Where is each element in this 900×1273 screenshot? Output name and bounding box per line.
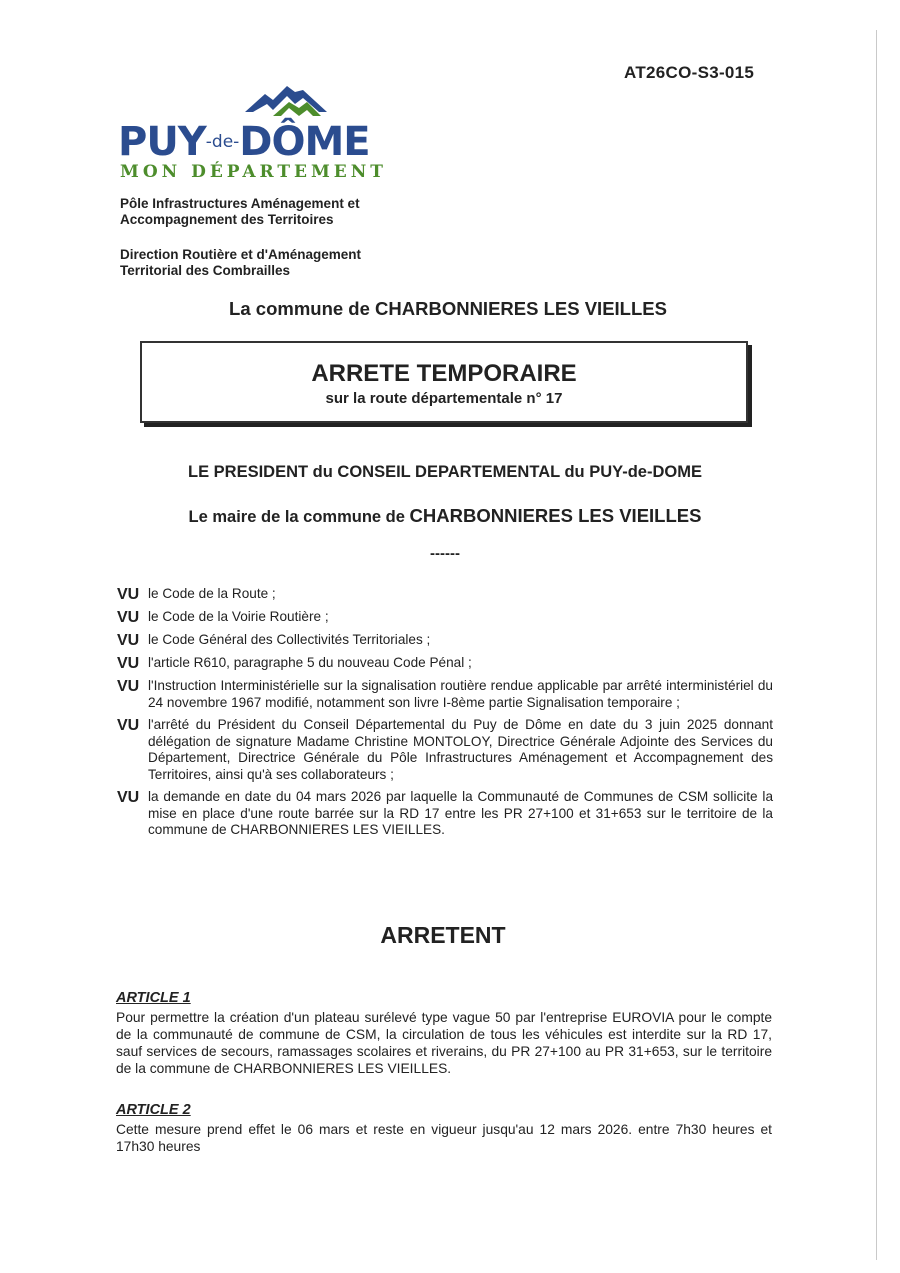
visa-item: VU l'Instruction Interministérielle sur la signalisation routière rendue applicable par arrêté interministériel du 24 novembre 1967 modifié, notamment son livre I-8ème partie Signalisation temporaire ; [117,678,773,710]
document-subtitle: sur la route départementale n° 17 [325,390,563,407]
title-box [140,341,748,423]
article-1 [116,990,772,1077]
visa-item: VU l'article R610, paragraphe 5 du nouveau Code Pénal ; [117,655,472,672]
separator: ------ [430,545,460,562]
logo-subtitle: MON DÉPARTEMENT [120,162,387,182]
visas-list [117,586,773,845]
direction-service: Direction Routière et d'Aménagement Territorial des Combrailles [120,247,362,278]
document-reference: AT26CO-S3-015 [624,63,755,82]
document-title: ARRETE TEMPORAIRE [311,360,577,387]
visa-item: VU l'arrêté du Président du Conseil Départemental du Puy de Dôme en date du 3 juin 2025 donnant délégation de signature Madame Christine MONTOLOY, Directrice Générale Adjointe des Services du Département, Directrice Générale du Pôle Infrastructures Aménagement et Accompagnement des Territoires, ainsi qu'à ses collaborateurs ; [117,717,773,782]
pole-service: Pôle Infrastructures Aménagement et Accompagnement des Territoires [120,196,360,227]
article-title: ARTICLE 2 [116,1102,191,1118]
logo-wordmark: $PUY^{-de-}DÔME$ [118,119,370,165]
president-heading: LE PRESIDENT du CONSEIL DEPARTEMENTAL du PUY-de-DOME [188,463,702,481]
arretent-heading: ARRETENT [380,922,506,948]
visa-item: VU la demande en date du 04 mars 2026 par laquelle la Communauté de Communes de CSM sollicite la mise en place d'une route barrée sur la RD 17 entre les PR 27+100 et 31+653 sur le territoire de la commune de CHARBONNIERES LES VIEILLES. [117,789,773,837]
visa-item: VU le Code de la Route ; [117,586,276,603]
commune-heading: La commune de CHARBONNIERES LES VIEILLES [229,298,667,319]
article-2 [116,1102,772,1155]
puy-de-dome-logo [118,82,388,187]
article-title: ARTICLE 1 [116,990,191,1006]
mountain-logo-icon [243,82,333,122]
article-body: Cette mesure prend effet le 06 mars et reste en vigueur jusqu'au 12 mars 2026. entre 7h30 heures et 17h30 heures [116,1122,772,1154]
page-edge-line [876,30,877,1260]
visa-item: VU le Code de la Voirie Routière ; [117,609,329,626]
maire-heading: Le maire de la commune de CHARBONNIERES LES VIEILLES [188,505,702,526]
article-body: Pour permettre la création d'un plateau surélevé type vague 50 par l'entreprise EUROVIA pour le compte de la communauté de commune de CSM, la circulation de tous les véhicules est interdite sur la RD 17, sauf services de secours, ramassages scolaires et riverains, du PR 27+100 au PR 31+653, sur le territoire de la commune de CHARBONNIERES LES VIEILLES. [116,1010,772,1076]
visa-item: VU le Code Général des Collectivités Territoriales ; [117,632,431,649]
